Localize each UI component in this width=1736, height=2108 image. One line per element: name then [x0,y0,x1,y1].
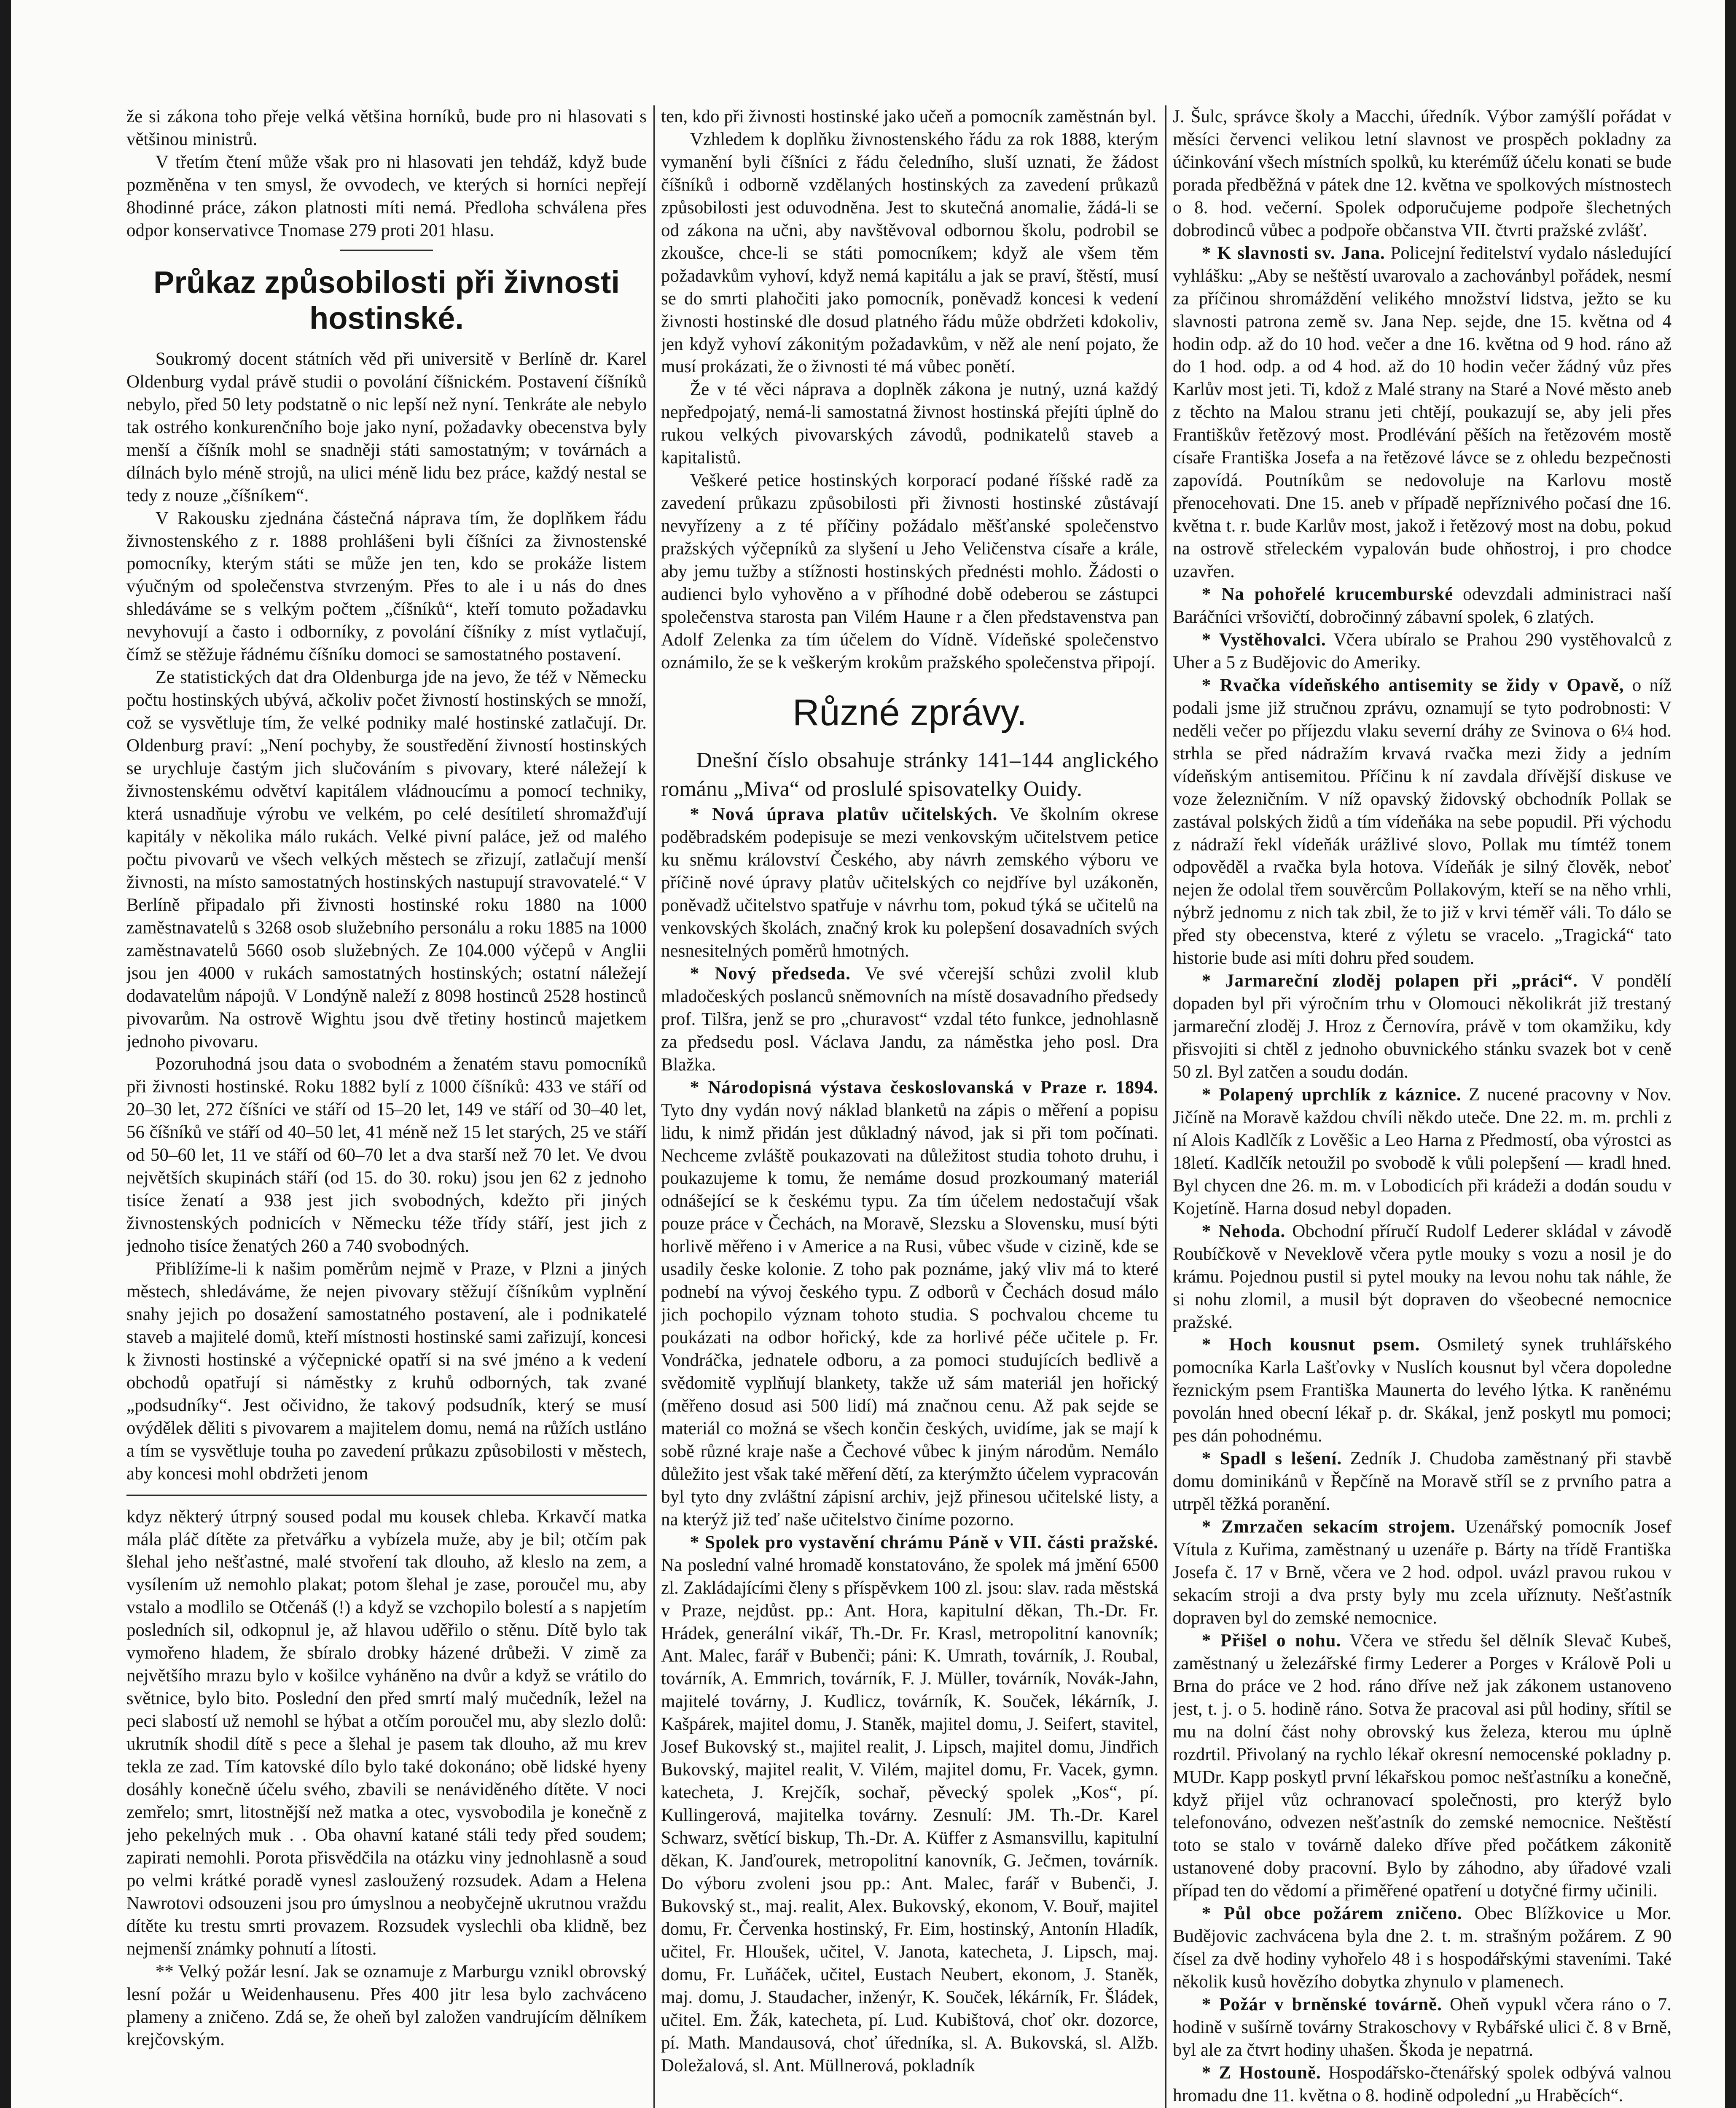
news-item-lead: * Rvačka vídeňského antisemity se židy v Opavě, [1201,675,1624,695]
news-item-text: Osmiletý synek truhlářského pomocníka Karla Lašťovky v Nuslích kousnut byl včera dopoledne řeznickým psem Františka Maunerta do levého lýtka. K raněnému povolán hned obecní lékař p. dr. Skákal, jenž poskytl mu pomoci; pes dán pohodnému. [1173,1335,1672,1446]
news-item-lead: * K slavnosti sv. Jana. [1201,243,1385,263]
news-item-lead: * Hoch kousnut psem. [1201,1335,1420,1355]
article-paragraph: Soukromý docent státních věd při universitě v Berlíně dr. Karel Oldenburg vydal právě studii o povolání číšnickém. Postavení číšníků nebylo, před 50 lety podstatně o nic lepší než nyní. Tenkráte ale nebylo tak ostrého konkurenčního boje jako nyní, požadavky obecenstva byly menší a číšník mohl se snadněji státi samostatným; v továrnách a dílnách bylo méně strojů, na ulici méně lidu bez práce, každý nestal se tedy z nouze „číšníkem“. [126,349,647,505]
separator [340,250,433,251]
news-item-text: Zedník J. Chudoba zaměstnaný při stavbě domu dominikánů v Řepčíně na Moravě stříl se z prvního patra a utrpěl těžká poranění. [1173,1449,1672,1514]
news-item-lead: * Půl obce požárem zničeno. [1201,1904,1462,1924]
article-paragraph: V Rakousku zjednána částečná náprava tím, že doplňkem řádu živnostenského z r. 1888 prohlášeni byli číšníci za živnostenské pomocníky, kterým státi se může jen ten, kdo se prokáže listem výučným od společenstva stvrzeným. Přes to ale i u nás do dnes shledáváme se s velkým počtem „číšníků“, kteří tomuto požadavku nevyhovují a často i odborníky, z povolání číšníky z míst vytlačují, čímž se stěžuje řádnému číšníku domoci se samostatného postavení. [126,508,647,665]
news-item-lead: * Nový předseda. [690,963,851,984]
article-paragraph: Veškeré petice hostinských korporací podané říšské radě za zavedení průkazu způsobilosti při živnosti hostinské zůstávají nevyřízeny a z té příčiny požádalo měšťanské společenstvo pražských výčepníků za slyšení u Jeho Veličenstva císaře a krále, aby jemu tužby a stížnosti hostinských přednésti mohlo. Žádosti o audienci bylo vyhověno a v příhodné době odeberou se zástupci společenstva starosta pan Vilém Haune r a člen představenstva pan Adolf Zelenka za tím účelem do Vídně. Vídeňské společenstvo oznámilo, že se k veškerým krokům pražského společenstva připojí. [661,471,1158,672]
news-item [1173,583,1672,629]
news-item-lead: * Požár v brněnské továrně. [1201,1995,1442,2015]
news-item-lead: * Nová úprava platův učitelských. [690,804,998,825]
news-item-lead: * Spolek pro vystavění chrámu Páně v VII. části pražské. [690,1532,1158,1552]
scan-edge-right [1725,0,1736,2108]
news-item-lead: * Na pohořelé krucemburské [1201,584,1454,605]
news-item [1173,1516,1672,1629]
news-item-lead: * Vystěhovalci. [1201,629,1326,650]
article-continuation: V třetím čtení může však pro ni hlasovati jen tehdáž, když bude pozměněna v ten smysl, že ovvodech, ve kterých si horníci nepřejí 8hodinné práce, zákon platnosti míti nemá. Předloha schválena přes odpor konservativce Tnomase 279 proti 201 hlasu. [126,152,647,240]
news-item-lead: * Spadl s lešení. [1201,1449,1342,1469]
news-item-lead: * Přišel o nohu. [1201,1630,1341,1651]
news-item [1173,629,1672,674]
news-item-text: Uzenářský pomocník Josef Vítula z Kuřima, zaměstnaný u uzenáře p. Bárty na třídě Františka Josefa č. 17 v Brně, včera ve 2 hod. odpol. uvázl pravou rukou v sekacím stroji a dva prsty byly mu zcela uříznuty. Nešťastník dopraven byl do zemské nemocnice. [1173,1517,1672,1628]
column-rule-1 [653,105,655,2108]
article-paragraph: Vzhledem k doplňku živnostenského řádu za rok 1888, kterým vymanění byli číšníci z řádu čeledního, sluší uznati, že žádost číšníků i odborně vzdělaných hostinských za zavedení průkazů způsobilosti jest oduvodněna. Jest to skutečná anomalie, žádá-li se od zákona na učni, aby navštěvoval odbornou školu, podrobil se zkoušce, chce-li se státi pomocníkem; když ale všem těm požadavkům vyhoví, když nemá kapitálu a jak se praví, štěstí, musí se do smrti plahočiti jako pomocník, poněvadž koncesi k vedení živnosti hostinské dle dosud platného řádu může obdržeti kdokoliv, jen když vyhoví zákonitým požadavkům, v něž ale není pojato, že musí prokázati, že o živnosti té má vůbec ponětí. [661,129,1158,377]
news-item [1173,674,1672,970]
news-item [1173,1447,1672,1516]
news-item-lead: * Jarmareční zloděj polapen při „práci“. [1201,971,1578,991]
news-continuation: J. Šulc, správce školy a Macchi, úředník. Výbor zamýšlí pořádat v měsíci červenci velikou letní slavnost ve prospěch pokladny za účinkování všech místních spolků, ku kteréműž účelu konati se bude porada předběžná v pátek dne 12. května ve spolkových místnostech o 8. hod. večerní. Spolek odporučujeme podpoře šlechetných dobrodinců vůbec a podpoře občanstva VII. čtvrti pražské zvlášť. [1173,107,1672,240]
news-item [1173,1220,1672,1334]
news-paragraph: ** Velký požár lesní. Jak se oznamuje z Marburgu vznikl obrovský lesní požár u Weidenhausenu. Přes 400 jitr lesa bylo zachváceno plameny a zničeno. Zdá se, že oheň byl založen vandrujícím dělníkem krejčovským. [126,1961,647,2050]
article-paragraph: Ze statistických dat dra Oldenburga jde na jevo, že též v Německu počtu hostinských ubývá, ačkoliv počet živností hostinských se množí, což se vysvětluje tím, že velké podniky malé hostinské zatlačují. Dr. Oldenburg praví: „Není pochyby, že soustředění živností hostinských se urychluje častým jich slučováním s pivovary, které náležejí k živnostenskému odvětví kapitálem vládnoucímu a pomocí techniky, která usnadňuje výrobu ve velkém, po celé desítiletí shromažďují kapitály v několika málo rukách. Velké pivní paláce, jež od malého počtu pivovarů ve všech velkých městech se zřizují, zatlačují menší živnosti, na místo samostatných hostinských nastupují stravovatelé.“ V Berlíně připadalo při živnosti hostinské roku 1880 na 1000 zaměstnavatelů s 3268 osob služebního personálu a roku 1885 na 1000 zaměstnavatelů 5660 osob služebných. Ze 104.000 výčepů v Anglii jsou jen 4000 v rukách samostatných hostinských; ostatní náležejí dodavatelům nápojů. V Londýně naleží z 8098 hostinců 2528 hostinců pivovarům. Na ostrově Wightu jsou dvě třetiny hostinců majetkem jednoho pivovaru. [126,667,647,1051]
news-item [1173,1902,1672,1993]
separator [126,1495,647,1496]
news-item-text: o níž podali jsme již stručnou zprávu, oznamují se tyto podrobnosti: V neděli večer po příjezdu vlaku severní dráhy ze Svinova o 6¼ hod. strhla se před nádražím krvavá rvačka mezi židy a jedním vídeňským antisemitou. Příčinu k ní zavdala dřívější diskuse ve voze železničním. V níž opavský židovský obchodník Pollak se zastával polských židů a tím vídeňáka na sebe popudil. Při východu z nádraží řekl vídeňák urážlivé slovo, Pollak mu tímtéž tonem odpověděl a rvačka byla hotova. Vídeňák je silný člověk, neboť nejen že odolal třem souvěrcům Pollakovým, kteří se na něho vrhli, nýbrž jednomu z nich tak zbil, že to již v krvi téměř váli. To dálo se před sty obecenstva, které z výletu se vracelo. „Tragická“ tato historie bude asi míti dohru před soudem. [1173,675,1672,968]
news-item [1173,1993,1672,2062]
news-item-text: Z nucené pracovny v Nov. Jičíně na Moravě každou chvíli někdo uteče. Dne 22. m. m. prchli z ní Alois Kadlčík z Lověšic a Leo Harna z Předmostí, oba výrostci as 18letí. Kadlčík netoužil po svobodě k vůli polepšení — kradl hned. Byl chycen dne 26. m. m. v Lobodicích při krádeži a dodán soudu v Kojetíně. Harna dosud nebyl dopaden. [1173,1084,1672,1218]
article-paragraph: Přiblížíme-li k našim poměrům nejmě v Praze, v Plzni a jiných městech, shledáváme, že nejen pivovary stěžují číšníkům vyplnění snahy jejich po dosažení samostatného postavení, ale i podnikatelé staveb a majitelé domů, kteří místnosti hostinské sami zařizují, koncesi k živnosti hostinské a výčepnické opatří si na své jméno a k vedení obchodů opatřují si náměstky z kruhů odborných, tak zvané „podsudníky“. Jest očividno, že takový podsudník, který se musí ovýdělek děliti s pivovarem a majitelem domu, nemá na růžích ustláno a tím se vysvětluje touha po zavedení průkazu způsobilosti v městech, aby koncesi mohl obdržeti jenom [126,1259,647,1484]
news-item-lead: * Z Hostouně. [1201,2062,1321,2083]
news-item-text: Policejní ředitelství vydalo následující vyhlášku: „Aby se neštěstí uvarovalo a zachovánbyl pořádek, nesmí za příčinou shromáždění velikého množství lidstva, ježto se ku slavnosti patrona země sv. Jana Nep. sejde, dne 15. května od 4 hodin odp. až do 10 hod. večer a dne 16. května od 9 hod. ráno až do 1 hod. odp. a od 4 hod. až do 10 hodin večer žádný vůz přes Karlův most jeti. Ti, kdož z Malé strany na Staré a Nové město aneb z těchto na Malou stranu jeti chtějí, poukazují se, aby jeli přes Františkův řetězový most. Prodlévání pěších na řetězovém mostě císaře Františka Josefa a na řetězové lávce se z ohledu bezpečnosti zapovídá. Poutníkům se nedovoluje na Karlovu mostě přenocehovati. Dne 15. aneb v případě nepříznivého počasí dne 16. května t. r. bude Karlův most, jakož i řetězový most na dobu, pokud na ostrově střeleckém vypalován bude ohňostroj, i pro chodce uzavřen. [1173,243,1672,582]
news-item-text: Obec Blížkovice u Mor. Budějovic zachvácena byla dne 2. t. m. strašným požárem. Z 90 čísel za dvě hodiny vyhořelo 48 i s hospodářskými staveními. Také několik kusů hovězího dobytka zhynulo v plamenech. [1173,1904,1672,1992]
scan-edge-left [0,0,11,2108]
news-item [661,803,1158,963]
news-item [1173,2062,1672,2107]
news-item-lead: * Nehoda. [1201,1221,1286,1241]
news-paragraph: kdyz některý útrpný soused podal mu kousek chleba. Krkavčí matka mála pláč dítěte za přetvářku a vybízela muže, aby je bil; otčím pak šlehal jeho nešťastné, malé stvoření tak dlouho, až kleslo na zem, a vysílením už nemohlo plakat; potom šlehal je zase, poroučel mu, aby vstalo a modlilo se Otčenáš (!) a když se vzchopilo bolestí a s napjetím posledních sil, odkopnul je, až hlavou uděřilo o stěnu. Dítě bylo tak vymořeno hladem, že sbíralo drobky házené drůbeži. V zimě za největšího mrazu bylo v košilce vyháněno na dvůr a když se vrátilo do světnice, bylo bito. Poslední den před smrtí malý mučedník, ležel na peci slabostí už nemohl se hýbat a otčím poroučel mu, aby slezlo dolů: ukrutník shodil dítě s pece a šlehal je pasem tak dlouho, až mu krev tekla ze zad. Tím katovské dílo bylo také dokonáno; obě lidské hyeny dosáhly konečně účelu svého, zbavili se nenáviděného dítěte. V noci zemřelo; smrt, litostnější než matka a otec, vysvobodila je konečně z jeho pekelných muk . . Oba ohavní katané stáli tedy před soudem; zapirati nemohli. Porota přisvědčila na otázku viny jednohlasně a soud po velmi krátké poradě vynesl zasloužený rozsudek. Adam a Helena Nawrotovi odsouzeni jsou pro úmyslnou a neobyčejně ukrutnou vraždu dítěte ku trestu smrti provazem. Rozsudek vyslechli oba klidně, bez nejmenší známky pohnutí a lítosti. [126,1506,647,1959]
news-item-text: Včera ve středu šel dělník Slevač Kubeš, zaměstnaný u železářské firmy Lederer a Porges v Králově Poli u Brna do práce ve 2 hod. ráno dříve než jak zákonem ustanoveno jest, t. j. o 5. hodině ráno. Sotva že pracoval asi půl hodiny, sřítil se mu na dolní část nohy obrovský kus železa, kterou mu úplně rozdrtil. Přivolaný na rychlo lékař okresní nemocenské pokladny p. MUDr. Kapp poskytl první lékařskou pomoc nešťastníku a konečně, když přijel vůz ochranovací společnosti, pro kterýž bylo telefonováno, odvezen nešťastník do zemské nemocnice. Neštěstí toto se stalo v továrně daleko dříve před počátkem zákonitě ustanovené doby pracovní. Bylo by záhodno, aby úřadové vzali případ ten do vědomí a přiměřené opatření u dotyčné firmy učinili. [1173,1630,1672,1901]
news-item-lead: * Zmrzačen sekacím strojem. [1201,1517,1456,1537]
section-heading: Různé zprávy. [793,691,1027,733]
news-item-text: Ve školním okrese poděbradském podepisuje se mezi venkovským učitelstvem petice ku sněmu království Českého, aby návrh zemského výboru ve příčině nové úpravy platův učitelských co nejdříve byl uzákoněn, poněvadž učitelstvo spatřuje v návrhu tom, pokud týká se učitelů na venkovských školách, značný krok ku polepšení dosavadních svých nesnesitelných poměrů hmotných. [661,804,1158,961]
news-item [1173,1084,1672,1220]
column-3 [1173,105,1672,2108]
news-item-text: Obchodní příručí Rudolf Lederer skládal v závodě Roubíčkově v Neveklově včera pytle mouky s vozu a nosil je do krámu. Pojednou pustil si pytel mouky na levou nohu tak náhle, že si nohu zlomil, a musil být dopraven do všeobecné nemocnice pražské. [1173,1221,1672,1332]
article-paragraph: Pozoruhodná jsou data o svobodném a ženatém stavu pomocníků při živnosti hostinské. Roku 1882 bylí z 1000 číšníků: 433 ve stáří od 20–30 let, 272 číšníci ve stáří od 15–20 let, 149 ve stáří od 30–40 let, 56 číšníků ve stáří od 40–50 let, 41 méně než 15 let starých, 25 ve stáří od 50–60 let, 11 ve stáří od 60–70 let a dva starší než 70 let. Ve dvou největších skupinách stáří (od 15. do 30. roku) jsou jen 62 z jednoho tisíce ženatí a 938 jest jich svobodných, kdežto při jiných živnostenských podnicích v Německu téže třídy stáří, jest jich z jednoho tisíce ženatých 260 a 740 svobodných. [126,1054,647,1256]
news-item-text: Včera ubíralo se Prahou 290 vystěhovalců z Uher a 5 z Budějovic do Ameriky. [1173,629,1672,672]
news-item-text: odevzdali administraci naší Baráčníci vršovičtí, dobročinný zábavní spolek, 6 zlatých. [1173,584,1672,627]
article-continuation: ten, kdo při živnosti hostinské jako učeň a pomocník zaměstnán byl. [661,107,1157,126]
column-rule-2 [1165,105,1166,2108]
news-item-text: Oheň vypukl včera ráno o 7. hodině v sušírně továrny Strakoschovy v Rybářské ulici č. 8 v Brně, byl ale za čtvrt hodiny uhašen. Škoda je nepatrná. [1173,1995,1672,2060]
news-item [661,1531,1158,2077]
news-item [1173,1629,1672,1902]
news-item-text: Na poslední valné hromadě konstatováno, že spolek má jmění 6500 zl. Zakládajícími členy s příspěvkem 100 zl. jsou: slav. rada městská v Praze, nejdůst. pp.: Ant. Hora, kapitulní děkan, Th.-Dr. Fr. Hrádek, generální vikář, Th.-Dr. Fr. Krasl, metropolitní kanovník; Ant. Malec, farář v Bubenči; páni: K. Umrath, továrník, J. Roubal, továrník, A. Emmrich, továrník, F. J. Müller, továrník, Novák-Jahn, majitelé továrny, J. Kudlicz, továrník, K. Souček, lékárník, J. Kašpárek, majitel domu, J. Staněk, majitel domu, J. Seifert, stavitel, Josef Bukovský st., majitel realit, J. Lipsch, majitel domu, Jindřich Bukovský, majitel realit, V. Vilém, majitel domu, Fr. Vacek, gymn. katecheta, J. Krejčík, sochař, pěvecký spolek „Kos“, pí. Kullingerová, majitelka továrny. Zesnulí: JM. Th.-Dr. Karel Schwarz, světící biskup, Th.-Dr. A. Küffer z Asmansvillu, kapitulní děkan, K. Janďourek, metropolitní kanovník, G. Ječmen, továrník. Do výboru zvoleni jsou pp.: Ant. Malec, farář v Bubenči, J. Bukovský st., maj. realit, Alex. Bukovský, ekonom, V. Bouř, majitel domu, Fr. Červenka hostinský, Fr. Eim, hostinský, Antonín Hladík, učitel, Fr. Hloušek, učitel, V. Janota, katecheta, J. Lipsch, maj. domu, Fr. Luňáček, učitel, Eustach Neubert, ekonom, J. Staněk, maj. domu, J. Staudacher, inženýr, K. Souček, lékárník, Fr. Šládek, učitel. Em. Žák, katecheta, pí. Lud. Kubištová, choť okr. dozorce, pí. Math. Mandausová, choť úředníka, sl. A. Bukovská, sl. Alžb. Doležalová, sl. Ant. Müllnerová, pokladník [661,1555,1158,2076]
news-item-text: Ve své včerejší schůzi zvolil klub mladočeských poslanců sněmovních na místě dosavadního předsedy prof. Tilšra, jenž se pro „churavost“ vzdal této funkce, jednohlasně za předsedu posl. Václava Jandu, za náměstka jeho posl. Dra Blažka. [661,963,1158,1075]
column-2 [661,105,1158,2108]
article-heading: Průkaz způsobilosti při živnosti hostinské. [153,264,620,336]
section-intro: Dnešní číslo obsahuje stránky 141–144 anglického románu „Miva“ od proslulé spisovatelky Ouidy. [661,748,1158,801]
article-continuation: že si zákona toho přeje velká většina horníků, bude pro ni hlasovati s většinou ministrů. [126,107,647,149]
news-item-text: Tyto dny vydán nový náklad blanketů na zápis o měření a popisu lidu, k nimž přidán jest důkladný návod, jak si při tom počínati. Nechceme zvláště poukazovati na důležitost studia tohoto druhu, i poukazujeme k tomu, že nemáme dosud prozkoumaný materiál odnášející se k českému typu. Za tím účelem nedostačují však pouze práce v Čechách, na Moravě, Slezsku a Slovensku, musí býti horlivě měřeno i v Americe a na Rusi, vůbec všude v cizině, kde se usadily česke kolonie. Z toho pak poznáme, jaký vliv má to které podnebí na vývoj českého typu. Z odborů v Čechách dosud málo jich pochopilo význam tohoto studia. S pochvalou chceme tu poukázati na odbor hořický, kde za horlivé péče učitele p. Fr. Vondráčka, jednatele odboru, a za pomoci studujících bedlivě a svědomitě vyplňují blankety, takže už sám materiál jen hořický (měřeno dosud asi 500 lidí) má značnou cenu. Až pak sejde se materiál co možná se všech končin českých, uvidíme, jak se mají k sobě různé kraje naše a Čechové vůbec k jiným národům. Nemálo důležito jest však také měření dětí, za kterýmžto účelem vypracován byl tyto dny zvláštní zápisní archiv, jejž přinesou učitelské listy, a na kterýž již teď naše učitelstvo činíme pozorno. [661,1100,1158,1530]
news-item [661,963,1158,1076]
news-item-lead: * Polapený uprchlík z káznice. [1201,1084,1462,1105]
news-item-lead: * Národopisná výstava českoslovanská v Praze r. 1894. [690,1077,1158,1097]
news-item [1173,970,1672,1084]
news-item-text: V pondělí dopaden byl při výročním trhu v Olomouci několikrát již trestaný jarmareční zloděj J. Hroz z Černovíra, právě v tom okamžiku, kdy přisvojiti si chtěl z jednoho obuvnického stánku svazek bot v ceně 50 zl. Byl zatčen a soudu dodán. [1173,971,1672,1082]
article-paragraph: Že v té věci náprava a doplněk zákona je nutný, uzná každý nepředpojatý, nemá-li samostatná živnost hostinská přejíti úplně do rukou velkých pivovarských závodů, podnikatelů staveb a kapitalistů. [661,379,1158,468]
column-1 [126,105,647,2108]
news-item [1173,242,1672,583]
news-item [661,1076,1158,1531]
news-item [1173,1334,1672,1447]
news-item-text: Hospodářsko-čtenářský spolek odbývá valnou hromadu dne 11. května o 8. hodině odpolední „u Hraběcích“. [1173,2062,1672,2105]
